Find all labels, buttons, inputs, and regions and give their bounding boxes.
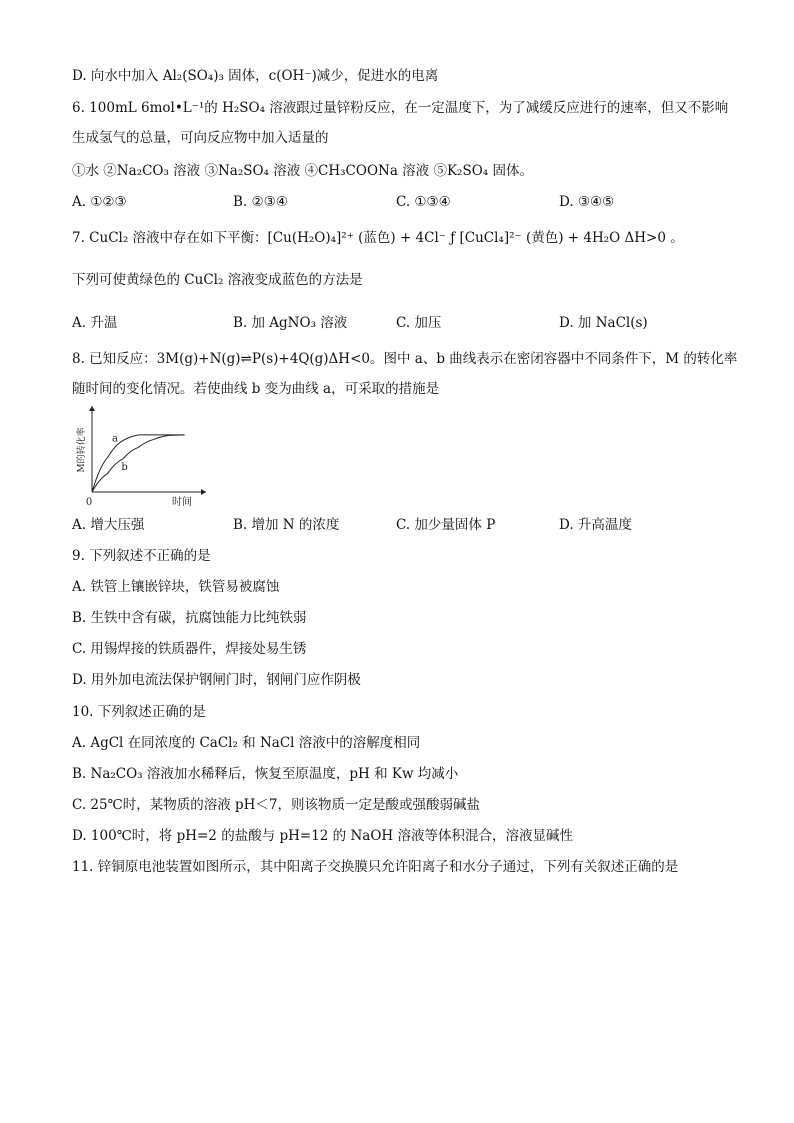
q9-stem: 9. 下列叙述不正确的是 bbox=[72, 548, 211, 564]
q9-option-b: B. 生铁中含有碳，抗腐蚀能力比纯铁弱 bbox=[72, 610, 307, 626]
q6-stem-line2: 生成氢气的总量，可向反应物中加入适量的 bbox=[72, 130, 329, 146]
q8-stem-line2: 随时间的变化情况。若使曲线 b 变为曲线 a，可采取的措施是 bbox=[72, 381, 440, 397]
x-axis-arrow bbox=[201, 489, 206, 495]
q9-option-a: A. 铁管上镶嵌锌块，铁管易被腐蚀 bbox=[72, 579, 280, 595]
q7-stem-equilibrium: 7. CuCl₂ 溶液中存在如下平衡：[Cu(H₂O)₄]²⁺ (蓝色) + 4Cl⁻ ƒ [CuCl₄]²⁻ (黄色) + 4H₂O ΔH>0 。 bbox=[72, 230, 684, 246]
q6-option-c: C. ①③④ bbox=[396, 194, 451, 210]
q8-stem-line1: 8. 已知反应：3M(g)+N(g)⇌P(s)+4Q(g)ΔH<0。图中 a、b 曲线表示在密闭容器中不同条件下，M 的转化率 bbox=[72, 351, 738, 367]
q9-option-d: D. 用外加电流法保护钢闸门时，钢闸门应作阴极 bbox=[72, 672, 361, 688]
curve-a bbox=[92, 435, 185, 492]
conversion-chart bbox=[72, 404, 212, 508]
y-axis-label: M的转化率 bbox=[77, 427, 87, 473]
q10-stem: 10. 下列叙述正确的是 bbox=[72, 704, 206, 720]
q6-option-b: B. ②③④ bbox=[233, 194, 288, 210]
q10-option-c: C. 25℃时，某物质的溶液 pH＜7，则该物质一定是酸或强酸弱碱盐 bbox=[72, 797, 481, 813]
q10-option-d: D. 100℃时，将 pH=2 的盐酸与 pH=12 的 NaOH 溶液等体积混合，溶液显碱性 bbox=[72, 828, 573, 844]
q8-option-d: D. 升高温度 bbox=[559, 517, 632, 533]
x-axis-label: 时间 bbox=[172, 497, 192, 508]
q7-option-d: D. 加 NaCl(s) bbox=[559, 315, 648, 331]
q8-option-c: C. 加少量固体 P bbox=[396, 517, 496, 533]
y-axis-arrow bbox=[89, 406, 95, 411]
q7-option-c: C. 加压 bbox=[396, 315, 442, 331]
q7-option-a: A. 升温 bbox=[72, 315, 118, 331]
q6-substances: ①水 ②Na₂CO₃ 溶液 ③Na₂SO₄ 溶液 ④CH₃COONa 溶液 ⑤K₂SO₄ 固体。 bbox=[72, 163, 533, 179]
q8-option-b: B. 增加 N 的浓度 bbox=[233, 517, 340, 533]
q10-option-a: A. AgCl 在同浓度的 CaCl₂ 和 NaCl 溶液中的溶解度相同 bbox=[72, 735, 421, 751]
q6-option-d: D. ③④⑤ bbox=[559, 194, 615, 210]
curve-b-label: b bbox=[121, 462, 128, 473]
q10-option-b: B. Na₂CO₃ 溶液加水稀释后，恢复至原温度，pH 和 Kw 均减小 bbox=[72, 766, 459, 782]
q7-stem-question: 下列可使黄绿色的 CuCl₂ 溶液变成蓝色的方法是 bbox=[72, 272, 363, 288]
q5-option-d: D. 向水中加入 Al₂(SO₄)₃ 固体，c(OH⁻)减少，促进水的电离 bbox=[72, 68, 439, 84]
q6-option-a: A. ①②③ bbox=[72, 194, 127, 210]
curve-b bbox=[92, 435, 185, 492]
q7-option-b: B. 加 AgNO₃ 溶液 bbox=[233, 315, 348, 331]
q6-stem-line1: 6. 100mL 6mol•L⁻¹的 H₂SO₄ 溶液跟过量锌粉反应，在一定温度下，为了减缓反应进行的速率，但又不影响 bbox=[72, 100, 729, 116]
origin-label: 0 bbox=[85, 497, 93, 508]
q9-option-c: C. 用锡焊接的铁质器件，焊接处易生锈 bbox=[72, 641, 307, 657]
q11-stem: 11. 锌铜原电池装置如图所示，其中阳离子交换膜只允许阳离子和水分子通过，下列有关叙述正确的是 bbox=[72, 859, 679, 875]
q8-option-a: A. 增大压强 bbox=[72, 517, 145, 533]
curve-a-label: a bbox=[112, 433, 119, 445]
